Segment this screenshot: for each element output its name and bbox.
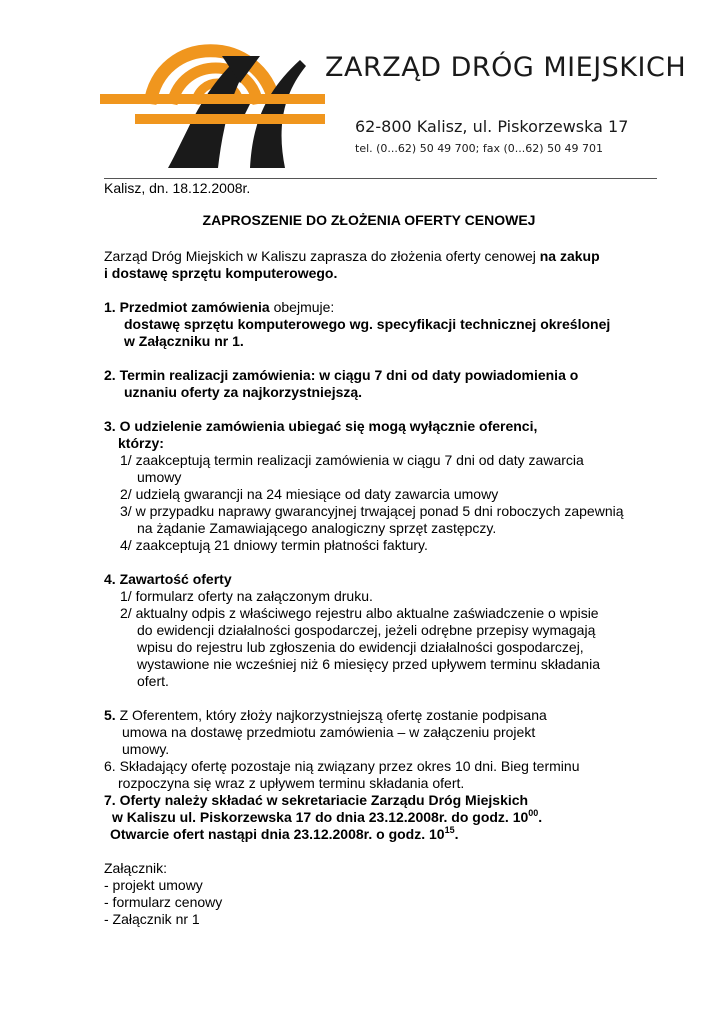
section-5-line: 5. Z Oferentem, który złoży najkorzystniejszą ofertę zostanie podpisana <box>104 707 547 723</box>
attachment-item: - Załącznik nr 1 <box>104 911 200 927</box>
section-7-line: Otwarcie ofert nastąpi dnia 23.12.2008r. o godz. $10^{15}$. <box>110 825 459 842</box>
section-1-heading: 1. Przedmiot zamówienia obejmuje: <box>104 299 335 315</box>
section-4-item: wpisu do rejestru lub zgłoszenia do ewidencji działalności gospodarczej, <box>137 639 584 655</box>
header-divider <box>104 178 657 179</box>
org-address: 62-800 Kalisz, ul. Piskorzewska 17 <box>355 117 629 136</box>
section-3-item: umowy <box>137 469 182 485</box>
section-3-item: 3/ w przypadku naprawy gwarancyjnej trwającej ponad 5 dni roboczych zapewnią <box>120 503 624 519</box>
section-1-line: w Załączniku nr 1. <box>124 333 244 349</box>
section-2-line: 2. Termin realizacji zamówienia: w ciągu 7 dni od daty powiadomienia o <box>104 367 579 383</box>
section-4-item: do ewidencji działalności gospodarczej, jeżeli odrębne przepisy wymagają <box>137 622 596 638</box>
attachments-heading: Załącznik: <box>104 860 168 876</box>
org-contact: tel. (0...62) 50 49 700; fax (0...62) 50 49 701 <box>355 142 604 155</box>
section-6-line: 6. Składający ofertę pozostaje nią związany przez okres 10 dni. Bieg terminu <box>104 758 580 774</box>
doc-title: ZAPROSZENIE DO ZŁOŻENIA OFERTY CENOWEJ <box>202 212 536 228</box>
section-4-heading: 4. Zawartość oferty <box>104 571 232 587</box>
section-4-item: ofert. <box>137 673 169 689</box>
section-1-line: dostawę sprzętu komputerowego wg. specyfikacji technicznej określonej <box>124 316 611 332</box>
section-3-heading: 3. O udzielenie zamówienia ubiegać się mogą wyłącznie oferenci, <box>104 418 538 434</box>
section-6-line: rozpoczyna się wraz z upływem terminu składania ofert. <box>118 775 465 791</box>
intro-line-2: i dostawę sprzętu komputerowego. <box>104 265 338 281</box>
section-3-item: 1/ zaakceptują termin realizacji zamówienia w ciągu 7 dni od daty zawarcia <box>120 452 584 468</box>
section-7-line: 7. Oferty należy składać w sekretariacie Zarządu Dróg Miejskich <box>104 792 529 808</box>
company-logo <box>100 38 330 178</box>
section-4-item: 1/ formularz oferty na załączonym druku. <box>120 588 373 604</box>
section-7-line: w Kaliszu ul. Piskorzewska 17 do dnia 23.12.2008r. do godz. $10^{00}$. <box>112 808 543 825</box>
section-3-item: 4/ zaakceptują 21 dniowy termin płatności faktury. <box>120 537 428 553</box>
section-3-item: na żądanie Zamawiającego analogiczny sprzęt zastępczy. <box>137 520 497 536</box>
attachment-item: - formularz cenowy <box>104 894 223 910</box>
section-3-heading: którzy: <box>118 435 164 451</box>
section-5-line: umowa na dostawę przedmiotu zamówienia – w załączeniu projekt <box>122 724 536 740</box>
section-4-item: 2/ aktualny odpis z właściwego rejestru albo aktualne zaświadczenie o wpisie <box>120 605 599 621</box>
intro-line-1: Zarząd Dróg Miejskich w Kaliszu zaprasza do złożenia oferty cenowej na zakup <box>104 248 600 264</box>
section-2-line: uznaniu oferty za najkorzystniejszą. <box>124 384 363 400</box>
attachment-item: - projekt umowy <box>104 877 203 893</box>
letter-body <box>104 180 664 928</box>
section-3-item: 2/ udzielą gwarancji na 24 miesiące od daty zawarcia umowy <box>120 486 499 502</box>
section-5-line: umowy. <box>122 741 170 757</box>
org-name: ZARZĄD DRÓG MIEJSKICH <box>325 52 687 83</box>
section-4-item: wystawione nie wcześniej niż 6 miesięcy przed upływem terminu składania <box>137 656 600 672</box>
date-line: Kalisz, dn. 18.12.2008r. <box>104 180 251 196</box>
